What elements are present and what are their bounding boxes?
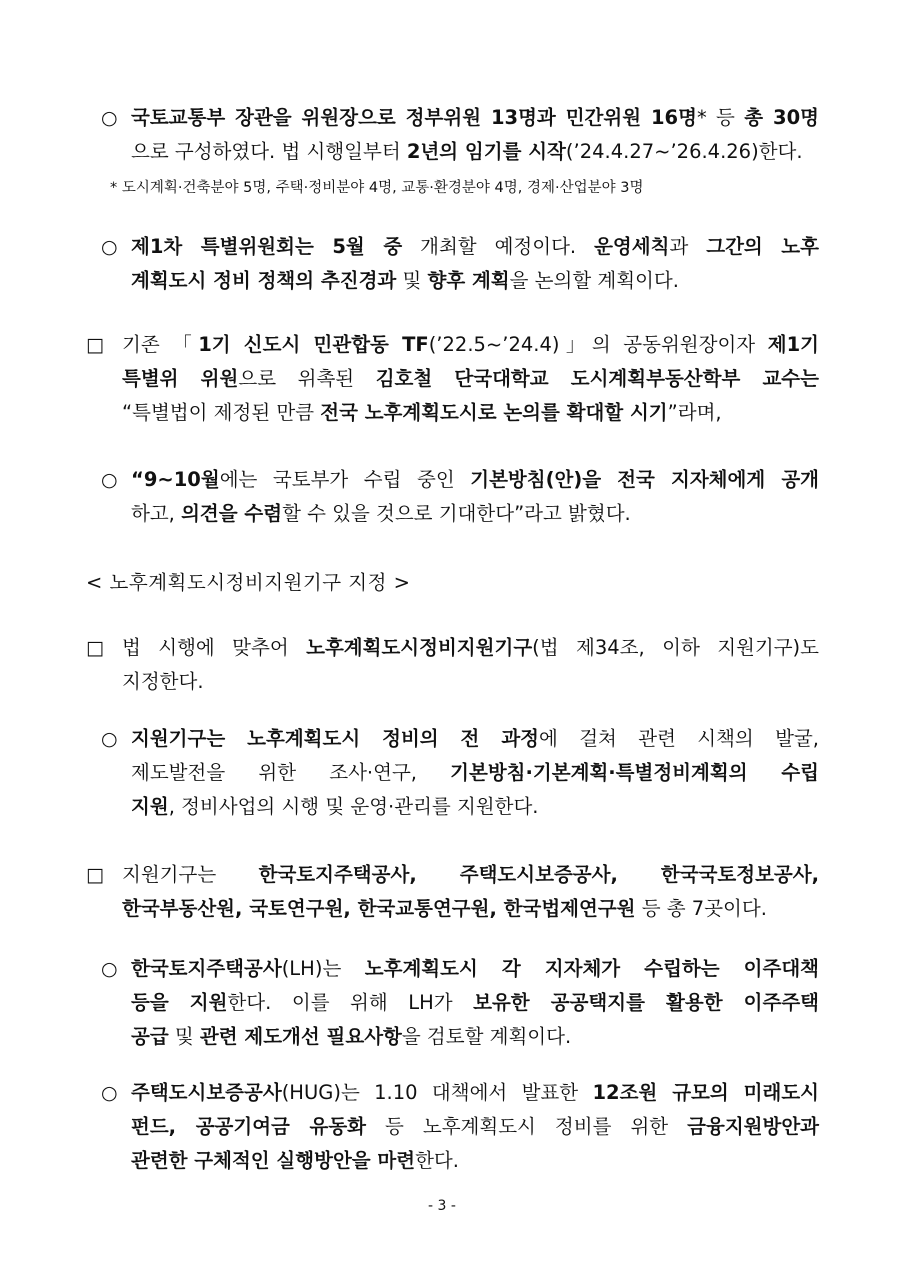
text-line (131, 952, 819, 986)
bold-text-run: 운영세칙 (594, 235, 670, 258)
bullet-circle: ○ (101, 958, 118, 980)
text-run: (HUG)는 1.10 대책에서 발표한 (281, 1081, 593, 1104)
bold-text-run: 전국 노후계획도시로 논의를 확대할 시기 (320, 401, 668, 424)
bullet-square: □ (86, 637, 104, 659)
bold-text-run: 한국토지주택공사, 주택도시보증공사, 한국국토정보공사, (258, 863, 819, 886)
paragraph-9 (131, 1076, 819, 1178)
text-run: 을 논의할 계획이다. (509, 269, 679, 292)
text-line (122, 858, 819, 892)
text-run: ”라며, (667, 401, 722, 424)
bold-text-run: 등을 지원 (131, 991, 228, 1014)
paragraph-5 (122, 631, 819, 699)
text-run: 지정한다. (122, 670, 204, 693)
paragraph-1 (131, 101, 819, 169)
paragraph-8 (131, 952, 819, 1054)
bold-text-run: 관련한 구체적인 실행방안을 마련 (131, 1149, 416, 1172)
text-line (131, 1144, 819, 1178)
bold-text-run: “9~10월 (131, 468, 220, 491)
text-run: 및 (396, 269, 428, 292)
bold-text-run: 지원 (131, 795, 169, 818)
text-run: 한다. (415, 1149, 459, 1172)
text-line (131, 497, 819, 531)
bold-text-run: 노후계획도시 각 지자체가 수립하는 이주대책 (364, 957, 820, 980)
text-run: 한다. 이를 위해 LH가 (227, 991, 474, 1014)
bold-text-run: 한국부동산원, 국토연구원, 한국교통연구원, 한국법제연구원 (122, 897, 636, 920)
text-line (131, 135, 819, 169)
text-run: “특별법이 제정된 만큼 (122, 401, 321, 424)
bold-text-run: 총 30명 (744, 106, 819, 129)
paragraph-7 (122, 858, 819, 926)
text-run: 지원기구는 (122, 863, 259, 886)
text-line (131, 986, 819, 1020)
bold-text-run: 기본방침·기본계획·특별정비계획의 수립 (450, 761, 819, 784)
text-line (131, 790, 819, 824)
text-line (131, 1076, 819, 1110)
text-line (122, 396, 819, 430)
text-run: 법 시행에 맞추어 (122, 636, 307, 659)
bold-text-run: 의견을 수렴 (181, 502, 283, 525)
text-run: 등 노후계획도시 정비를 위한 (366, 1115, 688, 1138)
text-line (122, 665, 819, 699)
bold-text-run: 지원기구는 (131, 727, 248, 750)
bold-text-run: 12조원 규모의 미래도시 (592, 1081, 820, 1104)
text-line (131, 264, 819, 298)
text-run: 에 걸쳐 관련 시책의 발굴, (539, 727, 819, 750)
bold-text-run: 1기 신도시 민관합동 TF (198, 333, 429, 356)
text-line (131, 1020, 819, 1054)
bullet-square: □ (86, 334, 104, 356)
text-run: * (696, 106, 707, 129)
text-line (131, 722, 819, 756)
text-run: 으로 위촉된 (238, 367, 376, 390)
bold-text-run: 노후계획도시 정비의 전 과정 (247, 727, 540, 750)
text-run: 등 (706, 106, 745, 129)
bullet-circle: ○ (101, 236, 118, 258)
text-line (122, 362, 819, 396)
bold-text-run: 금융지원방안과 (687, 1115, 819, 1138)
bold-text-run: 한국토지주택공사 (131, 957, 282, 980)
text-run: (법 제34조, 이하 지원기구)도 (532, 636, 819, 659)
paragraph-2 (131, 230, 819, 298)
text-run: 개최할 예정이다. (402, 235, 595, 258)
bold-text-run: 제1기 (767, 333, 819, 356)
bold-text-run: 국토교통부 장관을 위원장으로 정부위원 13명과 민간위원 16명 (131, 106, 697, 129)
text-run: 및 (168, 1025, 200, 1048)
section-heading: < 노후계획도시정비지원기구 지정 > (86, 571, 411, 594)
bold-text-run: 관련 제도개선 필요사항 (199, 1025, 402, 1048)
text-line (122, 328, 819, 362)
bold-text-run: 주택도시보증공사 (131, 1081, 282, 1104)
bullet-circle: ○ (101, 107, 118, 129)
text-run: 으로 구성하였다. 법 시행일부터 (131, 140, 407, 163)
text-run: (LH)는 (281, 957, 365, 980)
bold-text-run: 특별위 위원 (122, 367, 239, 390)
bullet-circle: ○ (101, 469, 118, 491)
paragraph-6 (131, 722, 819, 824)
bold-text-run: 공급 (131, 1025, 169, 1048)
footnote: * 도시계획·건축분야 5명, 주택·정비분야 4명, 교통·환경분야 4명, 경제·산업분야 3명 (110, 180, 644, 196)
text-run: 하고, (131, 502, 182, 525)
bold-text-run: 제1차 특별위원회는 5월 중 (131, 235, 403, 258)
bullet-circle: ○ (101, 1082, 118, 1104)
bold-text-run: 김호철 단국대학교 도시계획부동산학부 교수는 (375, 367, 819, 390)
text-line (131, 463, 819, 497)
text-run: 할 수 있을 것으로 기대한다”라고 밝혔다. (282, 502, 631, 525)
text-line (131, 1110, 819, 1144)
bullet-circle: ○ (101, 728, 118, 750)
text-run: (’22.5~’24.4)」의 공동위원장이자 (428, 333, 768, 356)
bold-text-run: 노후계획도시정비지원기구 (306, 636, 533, 659)
bold-text-run: 보유한 공공택지를 활용한 이주주택 (473, 991, 820, 1014)
text-line (131, 230, 819, 264)
bold-text-run: 향후 계획 (427, 269, 510, 292)
text-run: (’24.4.27~’26.4.26)한다. (565, 140, 803, 163)
text-line (122, 892, 819, 926)
bold-text-run: 그간의 노후 (706, 235, 819, 258)
paragraph-3 (122, 328, 819, 430)
text-run: 과 (669, 235, 707, 258)
bold-text-run: 기본방침(안)을 전국 지자체에게 공개 (470, 468, 819, 491)
text-run: 등 총 7곳이다. (635, 897, 767, 920)
paragraph-4 (131, 463, 819, 531)
text-run: 에는 국토부가 수립 중인 (219, 468, 471, 491)
text-line (122, 631, 819, 665)
text-run: 기존 「 (122, 333, 199, 356)
text-line (131, 101, 819, 135)
bold-text-run: 계획도시 정비 정책의 추진경과 (131, 269, 397, 292)
text-run: 제도발전을 위한 조사·연구, (131, 761, 451, 784)
text-run: 을 검토할 계획이다. (401, 1025, 572, 1048)
bullet-square: □ (86, 864, 104, 886)
text-run: , 정비사업의 시행 및 운영·관리를 지원한다. (168, 795, 539, 818)
page-number: - 3 - (428, 1198, 456, 1214)
bold-text-run: 2년의 임기를 시작 (406, 140, 566, 163)
bold-text-run: 펀드, 공공기여금 유동화 (131, 1115, 366, 1138)
text-line (131, 756, 819, 790)
